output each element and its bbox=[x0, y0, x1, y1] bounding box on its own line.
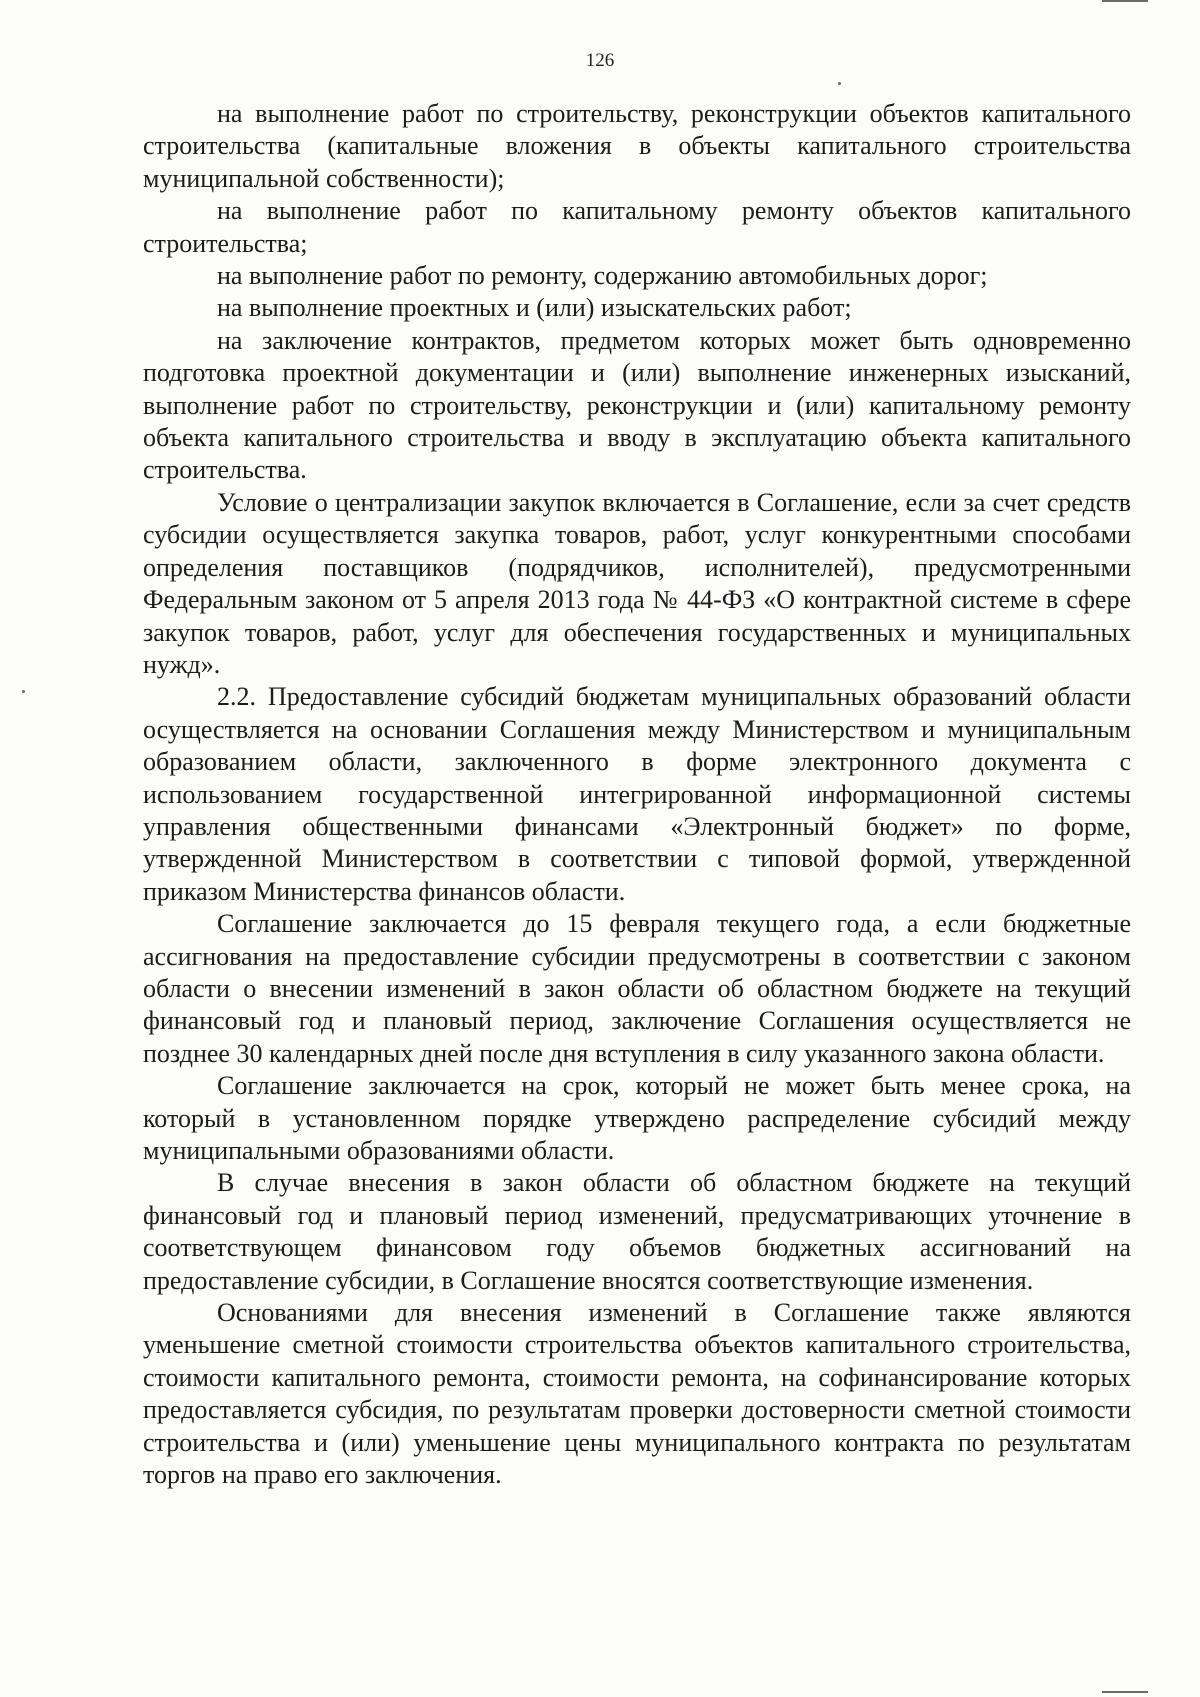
paragraph: на выполнение проектных и (или) изыскательских работ; bbox=[217, 293, 852, 323]
paragraph: на выполнение работ по капитальному ремонту объектов капитального строительства; bbox=[143, 196, 1131, 258]
page-number: 126 bbox=[585, 50, 615, 71]
paragraph: на выполнение работ по строительству, реконструкции объектов капитального строительства (капитальные вложения в объекты капитального строительства муниципальной собственности); bbox=[143, 99, 1131, 193]
paragraph: Основаниями для внесения изменений в Соглашение также являются уменьшение сметной стоимости строительства объектов капитального строительства, стоимости капитального ремонта, стоимости ремонта, на софинансирование которых предоставляется субсидия, по результатам проверки достоверности сметной стоимости строительства и (или) уменьшение цены муниципального контракта по результатам торгов на право его заключения. bbox=[143, 1298, 1131, 1490]
scan-artifact bbox=[1102, 0, 1148, 2]
paragraph: Условие о централизации закупок включается в Соглашение, если за счет средств субсидии осуществляется закупка товаров, работ, услуг конкурентными способами определения поставщиков (подрядчиков, исполнителей), предусмотренными Федеральным законом от 5 апреля 2013 года № 44-ФЗ «О контрактной системе в сфере закупок товаров, работ, услуг для обеспечения государственных и муниципальных нужд». bbox=[143, 487, 1131, 679]
paragraph: 2.2. Предоставление субсидий бюджетам муниципальных образований области осуществляется на основании Соглашения между Министерством и муниципальным образованием области, заключенного в форме электронного документа с использованием государственной интегрированной информационной системы управления общественными финансами «Электронный бюджет» по форме, утвержденной Министерством в соответствии с типовой формой, утвержденной приказом Министерства финансов области. bbox=[143, 682, 1131, 906]
paragraph: Соглашение заключается на срок, который не может быть менее срока, на который в установленном порядке утверждено распределение субсидий между муниципальными образованиями области. bbox=[143, 1071, 1131, 1165]
paragraph: на выполнение работ по ремонту, содержанию автомобильных дорог; bbox=[217, 261, 988, 291]
document-body bbox=[143, 98, 1131, 1491]
paragraph: В случае внесения в закон области об областном бюджете на текущий финансовый год и плановый период изменений, предусматривающих уточнение в соответствующем финансовом году объемов бюджетных ассигнований на предоставление субсидии, в Соглашение вносятся соответствующие изменения. bbox=[143, 1168, 1131, 1295]
scan-artifact bbox=[1102, 1691, 1148, 1693]
paragraph: на заключение контрактов, предметом которых может быть одновременно подготовка проектной документации и (или) выполнение инженерных изысканий, выполнение работ по строительству, реконструкции и (или) капитальному ремонту объекта капитального строительства и вводу в эксплуатацию объекта капитального строительства. bbox=[143, 325, 1131, 485]
scan-artifact bbox=[838, 82, 841, 85]
paragraph: Соглашение заключается до 15 февраля текущего года, а если бюджетные ассигнования на предоставление субсидии предусмотрены в соответствии с законом области о внесении изменений в закон области об областном бюджете на текущий финансовый год и плановый период, заключение Соглашения осуществляется не позднее 30 календарных дней после дня вступления в силу указанного закона области. bbox=[143, 909, 1131, 1068]
scan-artifact bbox=[22, 690, 25, 693]
